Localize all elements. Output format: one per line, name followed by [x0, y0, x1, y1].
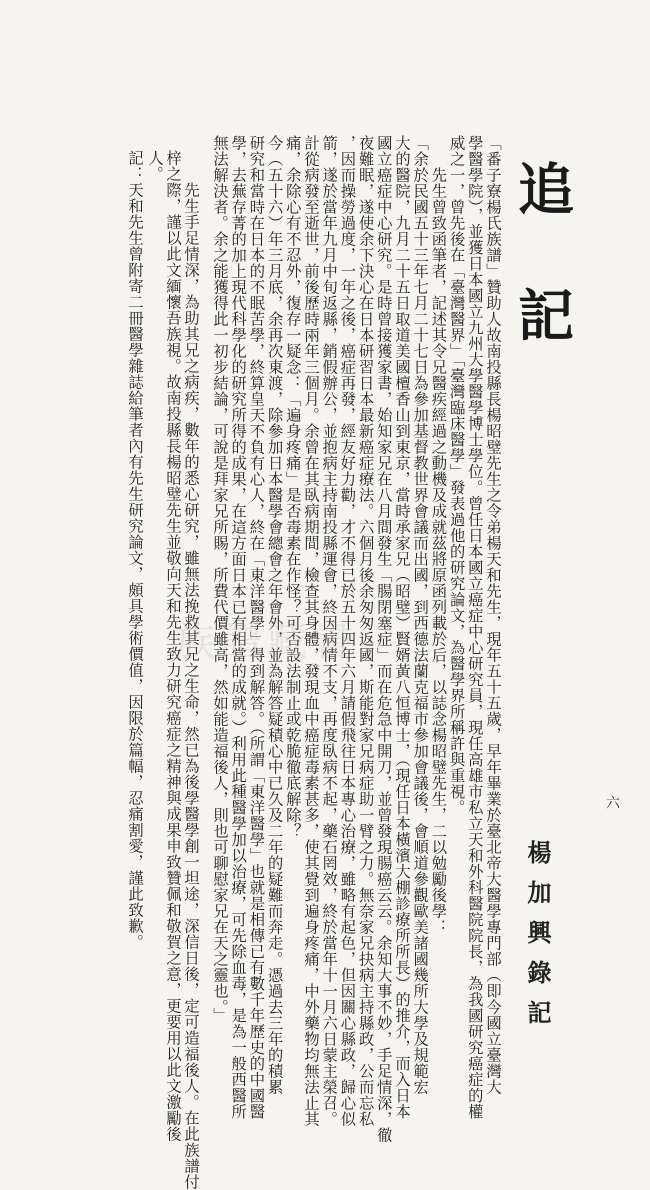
body-column: 痛，余除心有不忍外，復存一疑念：「遍身疼痛」是否毒素在作怪？可否設法制止或乾脆徹底解除？: [283, 135, 302, 839]
note-column: 先生手足情深，為助其兄之病疾，數年的悉心研究，雖無法挽救其兄之生命，然已為後學醫學創一坦途，深信日後，定可造福後人。在此族譜付: [182, 182, 200, 1190]
body-column: 威之一，曾先後在「臺灣醫界」「臺灣臨床醫學」發表過他的研究論文，為醫學界所稱許與重視。: [447, 135, 466, 816]
footnote-column: 記：天和先生曾附寄二冊醫學雜誌給筆者內有先生研究論文，頗具學術價值，因限於篇幅，忍痛割愛，謹此致歉。: [126, 150, 144, 950]
body-column: 今（五十六）年三月底，余再次東渡，除參加日本醫學會總會之年會外，並為解答疑積心中已久及二年的疑難而奔走。憑過去三年的積累: [265, 135, 284, 1095]
page-number: 六: [604, 795, 620, 809]
watermark: 族譜藏書: [175, 619, 359, 665]
note-column: 人。: [146, 150, 164, 182]
body-column: ，因而操勞過度，一年之後，癌症再發，經友好力勸，才不得已於五十四年六月請假飛往日本專心治療，雖略有起色，但因關心縣政，歸心似: [338, 135, 357, 1127]
body-column: 「番子寮楊氏族譜」贊助人故南投縣長楊昭璧先生之令弟楊天和先生，現年五十五歲，早年畢業於臺北帝大醫學專門部（即今國立臺灣大: [484, 135, 502, 1095]
body-column: 研究和當時在日本的不眠苦學，終算皇天不負有心人，終在「東洋醫學」得到解答。（所謂「東洋醫學」也就是相傳已有數千年歷史的中國醫: [247, 135, 266, 1120]
body-column: 學，去蕪存菁的加上現代科學化的研究所得的成果，在這方面日本已有相當的成就。）利用此種醫學加以治療，可先除血毒，是為一般西醫所: [229, 135, 248, 1120]
body-column: 「余於民國五十三年七月二十七日為參加基督教世界會議而出國，到西德法蘭克福市參加會議後，會順道參觀歐美諸國幾所大學及規範宏: [411, 135, 430, 1095]
body-column: 夜難眠，遂使余下決心在日本研習日本最新癌症療法。六個月後余匆匆返國，斯能對家兄病症助一臂之力。無奈家兄抉病主持縣政，公而忘私: [356, 135, 375, 1127]
body-column: 箭，遂於當年九月中旬返縣，銷假辦公，並抱病主持南投縣運會，終因病情不支，再度臥病不起，藥石罔效，終於當年十一月六日蒙主榮召。: [320, 135, 339, 1127]
body-column: 計從病發至逝世，前後歷時兩年三個月。余曾在其臥病期間，檢查其身體，發現血中癌症毒素甚多，使其覺到遍身疼痛，中外藥物均無法止其: [302, 135, 320, 1127]
body-column: 國立癌症中心研究。是時曾接獲家書，始知家兄在八月間發生「腸閉塞症」而在危急中開刀，並曾發現腸癌云云。余知大事不妙，手足情深，徹: [374, 135, 393, 1143]
body-column: 無法解決者。余之能獲得此一初步結論，可說是拜家兄所賜，所費代價雖高，然如能造福後人，則也可聊慰家兄在天之靈也。」: [211, 135, 229, 1024]
body-column: 大的醫院，九月二十五日取道美國檀香山到東京，當時承家兄（昭璧）賢婿黃八恒博士，（現任日本橫濱大棚診療所所長）的推介，而入日本: [393, 135, 411, 1120]
document-title: 追記: [509, 160, 575, 412]
body-column: 先生曾致函筆者，記述其令兄醫疾經過之動機及成就茲將原函列載於后，以誌念楊昭璧先生，二以勉勵後學：: [429, 167, 448, 935]
note-column: 梓之際，謹以此文緬懷吾族視。故南投縣長楊昭璧先生並敬向天和先生致力研究癌症之精神與成果申致贊佩和敬賀之意，更要用以此文激勵後: [164, 150, 182, 1142]
author-line: 楊加興錄記: [523, 840, 552, 1040]
body-column: 學醫學院），並獲日本國立九州大學醫學博士學位。曾任日本國立癌症中心研究員，現任高雄市私立天和外科醫院院長，為我國研究癌症的權: [465, 135, 484, 1120]
